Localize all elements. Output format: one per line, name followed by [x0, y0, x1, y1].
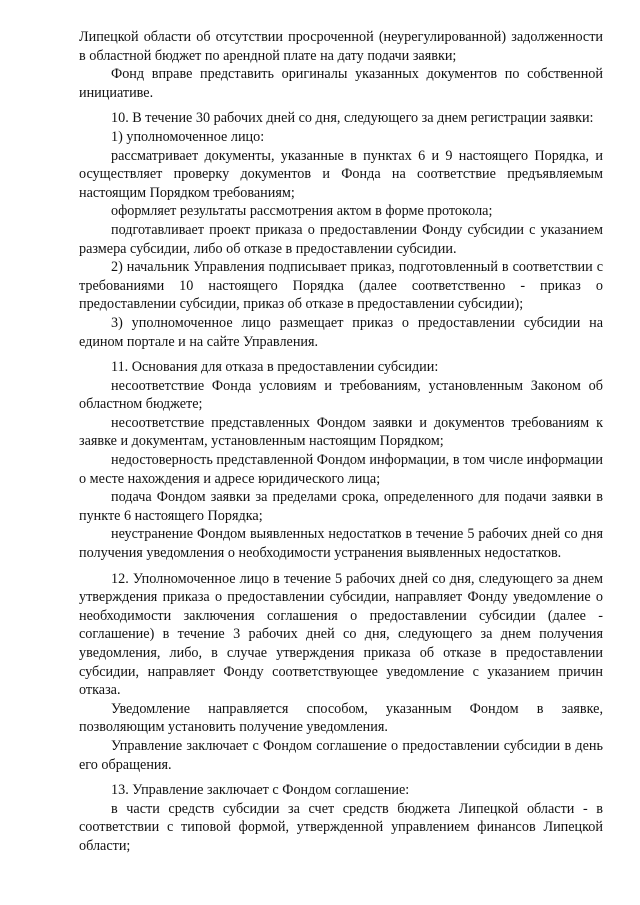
- clause-13-heading: 13. Управление заключает с Фондом соглашение:: [111, 782, 410, 799]
- clause-10-item-3: 3) уполномоченное лицо размещает приказ о предоставлении субсидии на едином портале и на сайте Управления.: [79, 314, 603, 350]
- paragraph-originals: Фонд вправе представить оригиналы указанных документов по собственной инициативе.: [79, 66, 603, 101]
- clause-11-heading: 11. Основания для отказа в предоставлении субсидии:: [111, 359, 439, 376]
- clause-10-item-1-review: рассматривает документы, указанные в пунктах 6 и 9 настоящего Порядка, и осуществляет проверку документов и Фонда на соответствие предъявляемым настоящим Порядком требованиям;: [79, 147, 603, 201]
- clause-10-item-2: 2) начальник Управления подписывает приказ, подготовленный в соответствии с требованиями 10 настоящего Порядка (далее соответственно - приказ о предоставлении субсидии, приказ об отказе в предоставлении субсидии);: [79, 259, 603, 313]
- clause-11-ground-2: несоответствие представленных Фондом заявки и документов требованиям к заявке и документам, установленным настоящим Порядком;: [79, 414, 603, 450]
- clause-11-ground-4: подача Фондом заявки за пределами срока, определенного для подачи заявки в пункте 6 настоящего Порядка;: [79, 489, 603, 524]
- clause-12-notification: Уведомление направляется способом, указанным Фондом в заявке, позволяющим установить получение уведомления.: [79, 700, 603, 736]
- clause-10-item-1-draft: подготавливает проект приказа о предоставлении Фонду субсидии с указанием размера субсидии, либо об отказе в предоставлении субсидии.: [79, 221, 603, 257]
- clause-12-agreement: Управление заключает с Фондом соглашение о предоставлении субсидии в день его обращения.: [79, 737, 603, 773]
- clause-10-item-1: 1) уполномоченное лицо:: [111, 128, 265, 145]
- clause-11-ground-1: несоответствие Фонда условиям и требованиям, установленным Законом об областном бюджете;: [79, 377, 603, 413]
- clause-10-item-1-protocol: оформляет результаты рассмотрения актом в форме протокола;: [111, 203, 493, 220]
- clause-11-ground-3: недостоверность представленной Фондом информации, в том числе информации о месте нахождения и адресе юридического лица;: [79, 452, 603, 487]
- document-page: [79, 28, 603, 856]
- paragraph-continuation: Липецкой области об отсутствии просроченной (неурегулированной) задолженности в областной бюджет по арендной плате на дату подачи заявки;: [79, 29, 603, 64]
- clause-11-ground-5: неустранение Фондом выявленных недостатков в течение 5 рабочих дней со дня получения уведомления о необходимости устранения выявленных недостатков.: [79, 526, 603, 562]
- clause-10-heading: 10. В течение 30 рабочих дней со дня, следующего за днем регистрации заявки:: [111, 110, 594, 127]
- clause-12-text: 12. Уполномоченное лицо в течение 5 рабочих дней со дня, следующего за днем утверждения приказа о предоставлении субсидии, направляет Фонду уведомление о необходимости заключения соглашения о предоставлении субсидии (далее - соглашение) в течение 3 рабочих дней со дня, следующего за днем получения уведомления, либо, в случае утверждения приказа об отказе в предоставлении субсидии, направляет Фонду соответствующее уведомление с указанием причин отказа.: [79, 570, 603, 699]
- clause-13-item-1: в части средств субсидии за счет средств бюджета Липецкой области - в соответствии с типовой формой, утвержденной управлением финансов Липецкой области;: [79, 800, 603, 854]
